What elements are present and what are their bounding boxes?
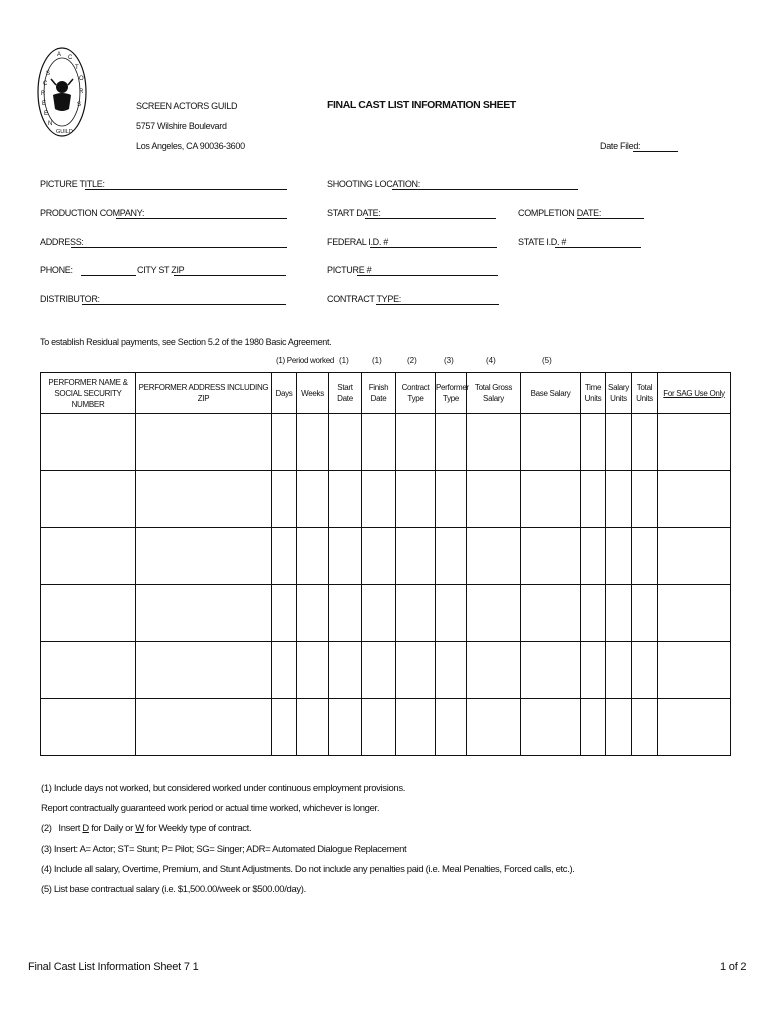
svg-text:C: C <box>68 55 73 61</box>
start-date-label: START DATE: <box>327 208 381 218</box>
table-cell[interactable] <box>136 642 272 699</box>
col-total-gross-salary: Total Gross Salary <box>467 373 521 414</box>
phone-label: PHONE: <box>40 265 73 275</box>
footnotes <box>41 779 575 900</box>
table-cell[interactable] <box>362 585 396 642</box>
start-date-field[interactable] <box>365 218 496 219</box>
table-cell[interactable] <box>272 528 297 585</box>
table-cell[interactable] <box>297 699 329 756</box>
table-cell[interactable] <box>581 528 606 585</box>
svg-text:N: N <box>48 121 53 127</box>
table-cell[interactable] <box>41 471 136 528</box>
table-cell[interactable] <box>41 642 136 699</box>
table-cell[interactable] <box>396 642 436 699</box>
table-cell[interactable] <box>436 414 467 471</box>
svg-text:R: R <box>41 91 46 97</box>
table-cell[interactable] <box>136 414 272 471</box>
table-cell[interactable] <box>436 528 467 585</box>
svg-text:S: S <box>46 71 51 77</box>
table-row <box>41 585 731 642</box>
table-cell[interactable] <box>632 642 658 699</box>
svg-text:O: O <box>79 76 84 82</box>
table-cell[interactable] <box>329 414 362 471</box>
col-base-salary: Base Salary <box>521 373 581 414</box>
picture-title-label: PICTURE TITLE: <box>40 179 105 189</box>
completion-date-label: COMPLETION DATE: <box>518 208 602 218</box>
table-cell[interactable] <box>632 414 658 471</box>
table-cell[interactable] <box>467 528 521 585</box>
table-cell[interactable] <box>396 414 436 471</box>
col-time-units: Time Units <box>581 373 606 414</box>
city-st-zip-field[interactable] <box>174 275 286 276</box>
table-cell[interactable] <box>41 528 136 585</box>
table-cell[interactable] <box>658 642 731 699</box>
table-cell[interactable] <box>658 528 731 585</box>
table-cell[interactable] <box>396 699 436 756</box>
table-cell[interactable] <box>632 699 658 756</box>
table-cell[interactable] <box>329 528 362 585</box>
footnote-ref-base-salary: (5) <box>542 356 552 365</box>
note-3: (3) Insert: A= Actor; ST= Stunt; P= Pilot; SG= Singer; ADR= Automated Dialogue Replacement <box>41 843 407 855</box>
table-cell[interactable] <box>658 699 731 756</box>
table-cell[interactable] <box>658 414 731 471</box>
table-cell[interactable] <box>436 642 467 699</box>
footer-page-number: 1 of 2 <box>720 961 747 973</box>
note-1-continued: Report contractually guaranteed work period or actual time worked, whichever is longer. <box>41 803 380 815</box>
city-st-zip-label: CITY ST ZIP <box>137 265 185 275</box>
col-start-date: Start Date <box>329 373 362 414</box>
table-cell[interactable] <box>41 414 136 471</box>
table-cell[interactable] <box>362 642 396 699</box>
distributor-field[interactable] <box>82 304 286 305</box>
table-cell[interactable] <box>329 585 362 642</box>
svg-text:C: C <box>43 81 48 87</box>
table-cell[interactable] <box>136 528 272 585</box>
table-cell[interactable] <box>362 471 396 528</box>
table-cell[interactable] <box>581 471 606 528</box>
table-cell[interactable] <box>396 585 436 642</box>
note-5: (5) List base contractual salary (i.e. $1,500.00/week or $500.00/day). <box>41 884 306 896</box>
table-cell[interactable] <box>297 528 329 585</box>
table-cell[interactable] <box>467 699 521 756</box>
table-cell[interactable] <box>272 585 297 642</box>
org-name: SCREEN ACTORS GUILD <box>136 101 238 111</box>
table-cell[interactable] <box>329 642 362 699</box>
table-cell[interactable] <box>396 471 436 528</box>
table-cell[interactable] <box>329 471 362 528</box>
table-cell[interactable] <box>658 471 731 528</box>
shooting-location-label: SHOOTING LOCATION: <box>327 179 420 189</box>
table-cell[interactable] <box>272 471 297 528</box>
footnote-ref-total-gross: (4) <box>486 356 496 365</box>
svg-text:A: A <box>57 52 62 58</box>
col-performer-address: PERFORMER ADDRESS INCLUDING ZIP <box>136 373 272 414</box>
table-cell[interactable] <box>362 699 396 756</box>
footer-document-name: Final Cast List Information Sheet 7 1 <box>28 961 199 973</box>
table-cell[interactable] <box>521 585 581 642</box>
table-cell[interactable] <box>136 471 272 528</box>
table-cell[interactable] <box>521 642 581 699</box>
table-cell[interactable] <box>272 642 297 699</box>
svg-text:GUILD: GUILD <box>56 129 73 135</box>
footnote-ref-performer-type: (3) <box>444 356 454 365</box>
date-filed-field[interactable] <box>633 151 678 152</box>
table-body <box>41 414 731 756</box>
table-cell[interactable] <box>606 585 632 642</box>
col-weeks: Weeks <box>297 373 329 414</box>
table-cell[interactable] <box>436 585 467 642</box>
sag-logo <box>37 47 87 137</box>
table-cell[interactable] <box>521 414 581 471</box>
table-cell[interactable] <box>521 471 581 528</box>
table-cell[interactable] <box>658 585 731 642</box>
table-cell[interactable] <box>606 699 632 756</box>
production-company-field[interactable] <box>116 218 287 219</box>
table-cell[interactable] <box>632 528 658 585</box>
table-header-row <box>41 373 731 414</box>
table-cell[interactable] <box>581 699 606 756</box>
col-finish-date: Finish Date <box>362 373 396 414</box>
table-cell[interactable] <box>436 471 467 528</box>
col-salary-units: Salary Units <box>606 373 632 414</box>
shooting-location-field[interactable] <box>392 189 578 190</box>
table-cell[interactable] <box>606 642 632 699</box>
table-row <box>41 528 731 585</box>
col-days: Days <box>272 373 297 414</box>
col-performer-name: PERFORMER NAME & SOCIAL SECURITY NUMBER <box>41 373 136 414</box>
svg-text:E: E <box>44 111 49 117</box>
table-cell[interactable] <box>272 699 297 756</box>
table-cell[interactable] <box>41 585 136 642</box>
footnote-ref-period-worked: (1) Period worked <box>276 356 335 365</box>
table-cell[interactable] <box>467 642 521 699</box>
picture-number-field[interactable] <box>357 275 498 276</box>
table-cell[interactable] <box>362 414 396 471</box>
date-filed-label: Date Filed: <box>600 141 641 151</box>
table-cell[interactable] <box>581 585 606 642</box>
contract-type-field[interactable] <box>376 304 499 305</box>
table-row <box>41 471 731 528</box>
svg-text:E: E <box>42 101 47 107</box>
table-row <box>41 414 731 471</box>
picture-number-label: PICTURE # <box>327 265 372 275</box>
table-cell[interactable] <box>606 528 632 585</box>
state-id-label: STATE I.D. # <box>518 237 567 247</box>
table-row <box>41 642 731 699</box>
svg-text:T: T <box>75 65 79 71</box>
col-total-units: Total Units <box>632 373 658 414</box>
table-cell[interactable] <box>297 642 329 699</box>
residual-note: To establish Residual payments, see Section 5.2 of the 1980 Basic Agreement. <box>40 337 332 347</box>
contract-type-label: CONTRACT TYPE: <box>327 294 401 304</box>
address-label: ADDRESS: <box>40 237 84 247</box>
col-contract-type: Contract Type <box>396 373 436 414</box>
production-company-label: PRODUCTION COMPANY: <box>40 208 145 218</box>
footnote-ref-contract-type: (2) <box>407 356 417 365</box>
table-cell[interactable] <box>467 414 521 471</box>
federal-id-label: FEDERAL I.D. # <box>327 237 388 247</box>
table-cell[interactable] <box>581 414 606 471</box>
footnote-ref-finish-date: (1) <box>372 356 382 365</box>
table-cell[interactable] <box>521 699 581 756</box>
table-cell[interactable] <box>297 471 329 528</box>
footnote-ref-start-date: (1) <box>339 356 349 365</box>
org-address-line1: 5757 Wilshire Boulevard <box>136 121 227 131</box>
svg-text:S: S <box>77 102 82 108</box>
table-cell[interactable] <box>329 699 362 756</box>
table-cell[interactable] <box>297 414 329 471</box>
table-cell[interactable] <box>521 528 581 585</box>
cast-list-table <box>40 372 731 756</box>
org-address-line2: Los Angeles, CA 90036-3600 <box>136 141 245 151</box>
table-cell[interactable] <box>41 699 136 756</box>
table-cell[interactable] <box>467 471 521 528</box>
table-cell[interactable] <box>632 585 658 642</box>
table-cell[interactable] <box>606 471 632 528</box>
table-row <box>41 699 731 756</box>
table-cell[interactable] <box>396 528 436 585</box>
picture-title-field[interactable] <box>85 189 287 190</box>
state-id-field[interactable] <box>555 247 641 248</box>
table-cell[interactable] <box>467 585 521 642</box>
note-4: (4) Include all salary, Overtime, Premium, and Stunt Adjustments. Do not include any penalties paid (i.e. Meal Penalties, Forced calls, etc.). <box>41 863 575 875</box>
note-2: (2) Insert D for Daily or W for Weekly type of contract. <box>41 823 252 835</box>
phone-field[interactable] <box>81 275 136 276</box>
completion-date-field[interactable] <box>577 218 644 219</box>
col-sag-use-only: For SAG Use Only <box>658 373 731 414</box>
document-title: FINAL CAST LIST INFORMATION SHEET <box>327 99 516 111</box>
federal-id-field[interactable] <box>370 247 497 248</box>
distributor-label: DISTRIBUTOR: <box>40 294 100 304</box>
table-cell[interactable] <box>606 414 632 471</box>
table-cell[interactable] <box>136 699 272 756</box>
table-cell[interactable] <box>297 585 329 642</box>
table-cell[interactable] <box>136 585 272 642</box>
table-cell[interactable] <box>436 699 467 756</box>
table-cell[interactable] <box>272 414 297 471</box>
svg-text:R: R <box>79 89 84 95</box>
table-cell[interactable] <box>362 528 396 585</box>
table-cell[interactable] <box>632 471 658 528</box>
note-1: (1) Include days not worked, but considered worked under continuous employment provisions. <box>41 783 406 794</box>
table-cell[interactable] <box>581 642 606 699</box>
col-performer-type: Performer Type <box>436 373 467 414</box>
address-field[interactable] <box>71 247 287 248</box>
